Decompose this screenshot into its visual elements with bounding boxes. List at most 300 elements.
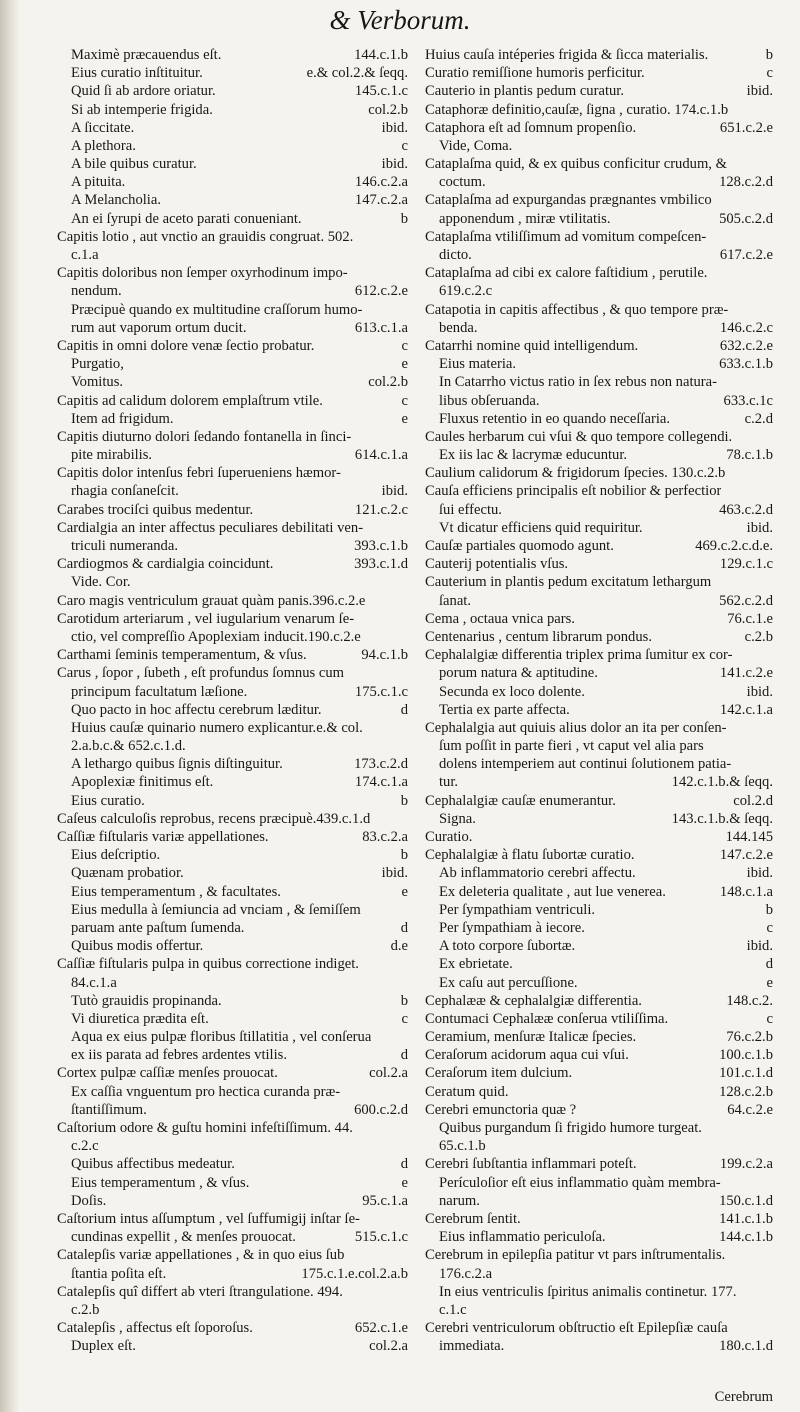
entry-text: Eius temperamentum , & facultates. <box>71 883 281 900</box>
entry-reference: b <box>400 792 408 809</box>
entry-text: Cauterij potentialis vſus. <box>425 556 569 573</box>
entry-text: ſtantia poſita eſt. <box>71 1265 167 1282</box>
entry-text: Purgatio, <box>71 356 124 373</box>
entry-text: Signa. <box>439 810 476 827</box>
entry-text: Tutò grauidis propinanda. <box>71 992 222 1009</box>
entry-text: principum facultatum læſione. <box>71 683 248 700</box>
entry-text: nendum. <box>71 283 122 300</box>
entry-text: Ex iis lac & lacrymæ educuntur. <box>439 447 628 464</box>
index-entry <box>57 155 408 173</box>
index-entry <box>57 846 408 864</box>
entry-text: Quo pacto in hoc affectu cerebrum læditur. <box>71 701 322 718</box>
index-entry <box>57 628 408 646</box>
entry-reference: 129.c.1.c <box>719 556 773 573</box>
entry-text: Cerebri ſubſtantia inflammari poteſt. <box>425 1156 637 1173</box>
entry-text: Cataplaſma vtiliſſimum ad vomitum compeſcen- <box>425 228 707 245</box>
entry-text: Cephalalgia aut quiuis alius dolor an ita per conſen- <box>425 719 727 736</box>
index-entry <box>57 1046 408 1064</box>
entry-reference: d <box>765 956 773 973</box>
index-entry <box>57 483 408 501</box>
entry-text: paruam ante paſtum ſumenda. <box>71 919 245 936</box>
index-entry <box>425 573 773 591</box>
entry-text: Cerebri ventriculorum obſtructio eſt Epilepſiæ cauſa <box>425 1320 728 1337</box>
index-entry <box>425 282 773 300</box>
entry-text: A lethargo quibus ſignis diſtinguitur. <box>71 756 283 773</box>
entry-text: Maximè præcauendus eſt. <box>71 46 222 63</box>
entry-reference: 78.c.1.b <box>726 447 773 464</box>
entry-reference: 144.145 <box>725 829 773 846</box>
index-entry <box>425 883 773 901</box>
entry-text: Capitis in omni dolore venæ ſectio probatur. <box>57 337 315 354</box>
entry-text: Quænam probatior. <box>71 865 184 882</box>
index-entry <box>425 46 773 64</box>
entry-text: Caro magis ventriculum grauat quàm panis.396.c.2.e <box>57 592 366 609</box>
entry-reference: b <box>400 847 408 864</box>
entry-text: Contumaci Cephalææ conſerua vtiliſſima. <box>425 1010 669 1027</box>
entry-reference: 652.c.1.e <box>354 1320 408 1337</box>
entry-reference: 100.c.1.b <box>719 1047 773 1064</box>
entry-text: Curatio. <box>425 829 473 846</box>
entry-text: Cataplaſma quid, & ex quibus conficitur crudum, & <box>425 156 727 173</box>
index-entry <box>425 555 773 573</box>
entry-text: Cephalalgiæ cauſæ enumerantur. <box>425 792 616 809</box>
entry-text: Ex ebrietate. <box>439 956 513 973</box>
entry-reference: e <box>401 356 408 373</box>
index-entry <box>425 64 773 82</box>
entry-text: Eius medulla à ſemiuncia ad vnciam , & ſemiſſem <box>71 901 361 918</box>
index-entry <box>57 119 408 137</box>
entry-reference: 121.c.2.c <box>354 501 408 518</box>
entry-reference: ibid. <box>746 83 773 100</box>
index-entry <box>425 610 773 628</box>
entry-reference: 128.c.2.b <box>719 1083 773 1100</box>
entry-reference: c <box>766 1010 773 1027</box>
index-entry <box>57 192 408 210</box>
entry-text: Si ab intemperie frigida. <box>71 101 213 118</box>
index-entry <box>425 228 773 246</box>
index-entry <box>425 1046 773 1064</box>
entry-text: In Catarrho victus ratio in ſex rebus non natura- <box>439 374 718 391</box>
entry-reference: 174.c.1.a <box>354 774 408 791</box>
entry-text: A toto corpore ſubortæ. <box>439 938 576 955</box>
index-entry <box>425 137 773 155</box>
entry-reference: d <box>400 701 408 718</box>
entry-text: c.2.b <box>71 1301 100 1318</box>
entry-text: Ex deleteria qualitate , aut lue venerea. <box>439 883 666 900</box>
index-entry <box>57 573 408 591</box>
entry-text: Carabes trociſci quibus medentur. <box>57 501 254 518</box>
entry-reference: 148.c.1.a <box>719 883 773 900</box>
entry-reference: ibid. <box>381 156 408 173</box>
index-entry <box>57 646 408 664</box>
index-entry <box>57 101 408 119</box>
index-entry <box>57 974 408 992</box>
running-title: & Verborum. <box>329 5 471 35</box>
index-entry <box>425 664 773 682</box>
entry-reference: 144.c.1.b <box>354 46 408 63</box>
index-entry <box>57 64 408 82</box>
entry-reference: 463.c.2.d <box>719 501 773 518</box>
entry-text: Tertia ex parte affecta. <box>439 701 570 718</box>
index-entry <box>57 610 408 628</box>
entry-text: Cardiogmos & cardialgia coincidunt. <box>57 556 274 573</box>
index-entry <box>57 919 408 937</box>
entry-text: ſui effectu. <box>439 501 502 518</box>
entry-text: c.2.c <box>71 1138 99 1155</box>
entry-reference: 141.c.1.b <box>719 1210 773 1227</box>
index-entry <box>425 792 773 810</box>
entry-text: ſum poſſit in parte fieri , vt caput vel alia pars <box>439 738 704 755</box>
entry-reference: 612.c.2.e <box>354 283 408 300</box>
index-entry <box>57 828 408 846</box>
entry-reference: 83.c.2.a <box>362 829 408 846</box>
index-entry <box>57 1337 408 1355</box>
entry-reference: 94.c.1.b <box>361 647 408 664</box>
entry-reference: 95.c.1.a <box>362 1192 408 1209</box>
entry-reference: 515.c.1.c <box>354 1229 408 1246</box>
entry-text: 65.c.1.b <box>439 1138 486 1155</box>
entry-text: Vide. Cor. <box>71 574 131 591</box>
entry-text: Capitis lotio , aut vnctio an grauidis congruat. 502. <box>57 228 354 245</box>
entry-text: A ſiccitate. <box>71 119 135 136</box>
entry-reference: 613.c.1.a <box>354 319 408 336</box>
entry-text: Cauſæ partiales quomodo agunt. <box>425 538 614 555</box>
index-entry <box>57 1155 408 1173</box>
entry-text: cundinas expellit , & menſes prouocat. <box>71 1229 296 1246</box>
entry-text: Ex caſſia vnguentum pro hectica curanda præ- <box>71 1083 341 1100</box>
index-entry <box>425 1192 773 1210</box>
entry-reference: ibid. <box>746 683 773 700</box>
entry-reference: d.e <box>390 938 408 955</box>
entry-reference: 76.c.2.b <box>726 1029 773 1046</box>
index-entry <box>425 210 773 228</box>
entry-text: dolens intemperiem aut continui ſolutionem patia- <box>439 756 732 773</box>
entry-reference: ibid. <box>746 519 773 536</box>
entry-text: tur. <box>439 774 459 791</box>
entry-text: Per ſympathiam à iecore. <box>439 919 585 936</box>
entry-text: Huius cauſæ quinario numero explicantur.e.& col. <box>71 719 363 736</box>
entry-reference: b <box>400 992 408 1009</box>
entry-text: A pituita. <box>71 174 126 191</box>
entry-text: coctum. <box>439 174 486 191</box>
index-entry <box>425 337 773 355</box>
entry-text: Carus , ſopor , ſubeth , eſt profundus ſomnus cum <box>57 665 344 682</box>
entry-text: Cephalalgiæ differentia triplex prima ſumitur ex cor- <box>425 647 733 664</box>
entry-text: Cortex pulpæ caſſiæ menſes prouocat. <box>57 1065 278 1082</box>
index-entry <box>425 519 773 537</box>
entry-text: Cephalalgiæ à flatu ſubortæ curatio. <box>425 847 635 864</box>
index-entry <box>425 1228 773 1246</box>
entry-reference: d <box>400 1156 408 1173</box>
index-entry <box>425 701 773 719</box>
entry-text: Quibus affectibus medeatur. <box>71 1156 235 1173</box>
entry-text: Eius curatio inſtituitur. <box>71 65 203 82</box>
entry-text: A bile quibus curatur. <box>71 156 197 173</box>
entry-text: c.1.a <box>71 247 99 264</box>
entry-reference: 147.c.2.a <box>354 192 408 209</box>
entry-reference: e <box>401 1174 408 1191</box>
entry-reference: b <box>765 46 773 63</box>
entry-text: Cerebrum ſentit. <box>425 1210 521 1227</box>
index-entry <box>425 683 773 701</box>
index-entry <box>425 1101 773 1119</box>
index-entry <box>57 1301 408 1319</box>
entry-text: dicto. <box>439 247 472 264</box>
catchword: Cerebrum <box>714 1389 773 1405</box>
index-entry <box>425 828 773 846</box>
entry-text: Cerebri emunctoria quæ ? <box>425 1101 577 1118</box>
entry-reference: 180.c.1.d <box>719 1338 773 1355</box>
entry-text: Apoplexiæ finitimus eſt. <box>71 774 214 791</box>
entry-reference: col.2.d <box>733 792 773 809</box>
index-entry <box>425 755 773 773</box>
entry-reference: 393.c.1.d <box>354 556 408 573</box>
index-entry <box>57 592 408 610</box>
index-entry <box>425 483 773 501</box>
index-entry <box>57 955 408 973</box>
entry-reference: 175.c.1.e.col.2.a.b <box>301 1265 408 1282</box>
index-entry <box>57 992 408 1010</box>
entry-text: Eius deſcriptio. <box>71 847 161 864</box>
index-entry <box>57 755 408 773</box>
index-entry <box>425 1246 773 1264</box>
entry-text: Cema , octaua vnica pars. <box>425 610 575 627</box>
index-entry <box>425 810 773 828</box>
index-entry <box>425 719 773 737</box>
index-entry <box>425 864 773 882</box>
entry-text: Perículoſior eſt eius inflammatio quàm membra- <box>439 1174 721 1191</box>
entry-reference: 173.c.2.d <box>354 756 408 773</box>
entry-text: Cataphora eſt ad ſomnum propenſio. <box>425 119 637 136</box>
index-entry <box>425 737 773 755</box>
entry-reference: 600.c.2.d <box>354 1101 408 1118</box>
entry-reference: 632.c.2.e <box>719 337 773 354</box>
entry-text: Ceratum quid. <box>425 1083 509 1100</box>
entry-reference: col.2.b <box>368 101 408 118</box>
index-entry <box>425 1174 773 1192</box>
entry-text: Cataplaſma ad expurgandas prægnantes vmbilico <box>425 192 712 209</box>
index-entry <box>425 501 773 519</box>
entry-text: libus obſeruanda. <box>439 392 540 409</box>
entry-text: pite mirabilis. <box>71 447 153 464</box>
index-entry <box>57 501 408 519</box>
index-entry <box>57 337 408 355</box>
index-entry <box>57 319 408 337</box>
entry-text: Eius inflammatio periculoſa. <box>439 1229 606 1246</box>
index-entry <box>425 1301 773 1319</box>
index-entry <box>425 1083 773 1101</box>
entry-text: Catarrhi nomine quid intelligendum. <box>425 337 639 354</box>
entry-text: Huius cauſa intéperies frigida & ſicca materialis. <box>425 46 709 63</box>
index-entry <box>57 137 408 155</box>
entry-text: Catapotia in capitis affectibus , & quo tempore præ- <box>425 301 729 318</box>
entry-reference: 64.c.2.e <box>727 1101 773 1118</box>
index-entry <box>425 1210 773 1228</box>
index-entry <box>57 864 408 882</box>
entry-reference: ibid. <box>381 483 408 500</box>
entry-text: Ceraſorum acidorum aqua cui vſui. <box>425 1047 629 1064</box>
entry-reference: c <box>766 919 773 936</box>
entry-reference: 617.c.2.e <box>719 247 773 264</box>
entry-text: A Melancholia. <box>71 192 161 209</box>
entry-text: 2.a.b.c.& 652.c.1.d. <box>71 738 186 755</box>
entry-text: Cerebrum in epilepſia patitur vt pars inſtrumentalis. <box>425 1247 726 1264</box>
index-entry <box>425 646 773 664</box>
index-entry <box>57 355 408 373</box>
entry-text: Cauterio in plantis pedum curatur. <box>425 83 624 100</box>
entry-reference: 469.c.2.c.d.e. <box>695 538 773 555</box>
entry-reference: c.2.d <box>744 410 773 427</box>
entry-reference: col.2.b <box>368 374 408 391</box>
index-entry <box>425 919 773 937</box>
index-entry <box>425 901 773 919</box>
entry-text: Item ad frigidum. <box>71 410 174 427</box>
index-entry <box>57 519 408 537</box>
index-entry <box>57 1319 408 1337</box>
entry-text: 176.c.2.a <box>439 1265 493 1282</box>
entry-reference: 141.c.2.e <box>719 665 773 682</box>
index-entry <box>425 1265 773 1283</box>
entry-reference: ibid. <box>746 938 773 955</box>
entry-reference: ibid. <box>746 865 773 882</box>
index-entry <box>57 701 408 719</box>
entry-text: Capitis dolor intenſus febri ſuperueniens hæmor- <box>57 465 341 482</box>
entry-reference: b <box>400 210 408 227</box>
index-entry <box>57 1210 408 1228</box>
index-entry <box>425 1065 773 1083</box>
index-entry <box>57 537 408 555</box>
index-entry <box>57 264 408 282</box>
index-entry <box>57 1174 408 1192</box>
entry-reference: e <box>401 410 408 427</box>
entry-reference: 142.c.1.a <box>719 701 773 718</box>
entry-reference: c.2.b <box>744 628 773 645</box>
entry-reference: 147.c.2.e <box>719 847 773 864</box>
index-entry <box>425 955 773 973</box>
entry-text: Cephalææ & cephalalgiæ differentia. <box>425 992 642 1009</box>
entry-text: Ex caſu aut percuſſione. <box>439 974 578 991</box>
entry-text: Capitis diuturno dolori ſedando fontanella in ſinci- <box>57 428 352 445</box>
index-entry <box>57 1246 408 1264</box>
index-entry <box>57 555 408 573</box>
entry-text: immediata. <box>439 1338 505 1355</box>
right-column <box>425 46 773 1386</box>
entry-text: Per ſympathiam ventriculi. <box>439 901 596 918</box>
entry-text: Præcipuè quando ex multitudine craſſorum humo- <box>71 301 363 318</box>
entry-reference: ibid. <box>381 865 408 882</box>
entry-reference: d <box>400 919 408 936</box>
entry-reference: 393.c.1.b <box>354 538 408 555</box>
entry-text: Caſtorium intus aſſumptum , vel ſuffumigij inſtar ſe- <box>57 1210 360 1227</box>
index-entry <box>57 901 408 919</box>
index-entry <box>57 46 408 64</box>
entry-text: 84.c.1.a <box>71 974 117 991</box>
index-entry <box>425 1119 773 1137</box>
entry-text: Cauterium in plantis pedum excitatum lethargum <box>425 574 712 591</box>
entry-reference: 101.c.1.d <box>719 1065 773 1082</box>
entry-text: Ceramium, menſuræ Italicæ ſpecies. <box>425 1029 637 1046</box>
index-entry <box>57 1192 408 1210</box>
index-entry <box>57 82 408 100</box>
entry-text: Vide, Coma. <box>439 137 513 154</box>
entry-reference: 562.c.2.d <box>719 592 773 609</box>
entry-reference: 128.c.2.d <box>719 174 773 191</box>
entry-reference: 651.c.2.e <box>719 119 773 136</box>
index-entry <box>57 210 408 228</box>
entry-reference: 146.c.2.c <box>719 319 773 336</box>
entry-text: rhagia conſaneſcit. <box>71 483 179 500</box>
entry-text: Cataplaſma ad cibi ex calore faſtidium , perutile. <box>425 265 708 282</box>
entry-text: Centenarius , centum librarum pondus. <box>425 628 652 645</box>
entry-text: Caulium calidorum & frigidorum ſpecies. 130.c.2.b <box>425 465 726 482</box>
entry-reference: 148.c.2. <box>726 992 773 1009</box>
index-entry <box>425 264 773 282</box>
entry-text: Fluxus retentio in eo quando neceſſaria. <box>439 410 670 427</box>
entry-text: Quibus purgandum ſi frigido humore turgeat. <box>439 1120 702 1137</box>
entry-reference: 175.c.1.c <box>354 683 408 700</box>
entry-text: Caſſiæ fiſtularis variæ appellationes. <box>57 829 269 846</box>
index-entry <box>57 774 408 792</box>
entry-reference: d <box>400 1047 408 1064</box>
index-entry <box>57 664 408 682</box>
index-entry <box>425 355 773 373</box>
index-entry <box>425 410 773 428</box>
index-entry <box>425 1283 773 1301</box>
index-entry <box>57 228 408 246</box>
entry-reference: 143.c.1.b.& ſeqq. <box>671 810 773 827</box>
index-entry <box>57 1083 408 1101</box>
index-entry <box>57 719 408 737</box>
entry-text: Capitis doloribus non ſemper oxyrhodinum impo- <box>57 265 348 282</box>
index-entry <box>425 428 773 446</box>
index-entry <box>57 792 408 810</box>
index-entry <box>57 282 408 300</box>
index-entry <box>425 82 773 100</box>
entry-text: Eius temperamentum , & vſus. <box>71 1174 250 1191</box>
entry-reference: c <box>401 137 408 154</box>
index-entry <box>57 810 408 828</box>
index-entry <box>425 992 773 1010</box>
entry-text: Quibus modis offertur. <box>71 938 204 955</box>
entry-text: Vi diuretica prædita eſt. <box>71 1010 209 1027</box>
entry-text: An ei ſyrupi de aceto parati conueniant. <box>71 210 302 227</box>
entry-reference: 146.c.2.a <box>354 174 408 191</box>
entry-text: Carthami ſeminis temperamentum, & vſus. <box>57 647 307 664</box>
index-entry <box>425 392 773 410</box>
entry-reference: 633.c.1.b <box>719 356 773 373</box>
index-entry <box>425 592 773 610</box>
entry-text: Aqua ex eius pulpæ floribus ſtillatitia , vel conſerua <box>71 1029 372 1046</box>
index-entry <box>57 301 408 319</box>
index-entry <box>425 101 773 119</box>
index-entry <box>57 1283 408 1301</box>
entry-reference: 505.c.2.d <box>719 210 773 227</box>
entry-text: Curatio remiſſione humoris perficitur. <box>425 65 645 82</box>
index-entry <box>57 428 408 446</box>
index-entry <box>57 1119 408 1137</box>
index-entry <box>425 774 773 792</box>
entry-text: narum. <box>439 1192 480 1209</box>
entry-text: Cataphoræ definitio,cauſæ, ſigna , curatio. 174.c.1.b <box>425 101 729 118</box>
entry-text: Caſeus calculoſis reprobus, recens præcipuè.439.c.1.d <box>57 810 371 827</box>
entry-text: Catalepſis , affectus eſt ſoporoſus. <box>57 1320 253 1337</box>
entry-text: apponendum , miræ vtilitatis. <box>439 210 611 227</box>
index-entry <box>57 1228 408 1246</box>
index-entry <box>425 1028 773 1046</box>
entry-reference: e <box>766 974 773 991</box>
entry-text: Capitis ad calidum dolorem emplaſtrum vtile. <box>57 392 323 409</box>
index-entry <box>57 737 408 755</box>
